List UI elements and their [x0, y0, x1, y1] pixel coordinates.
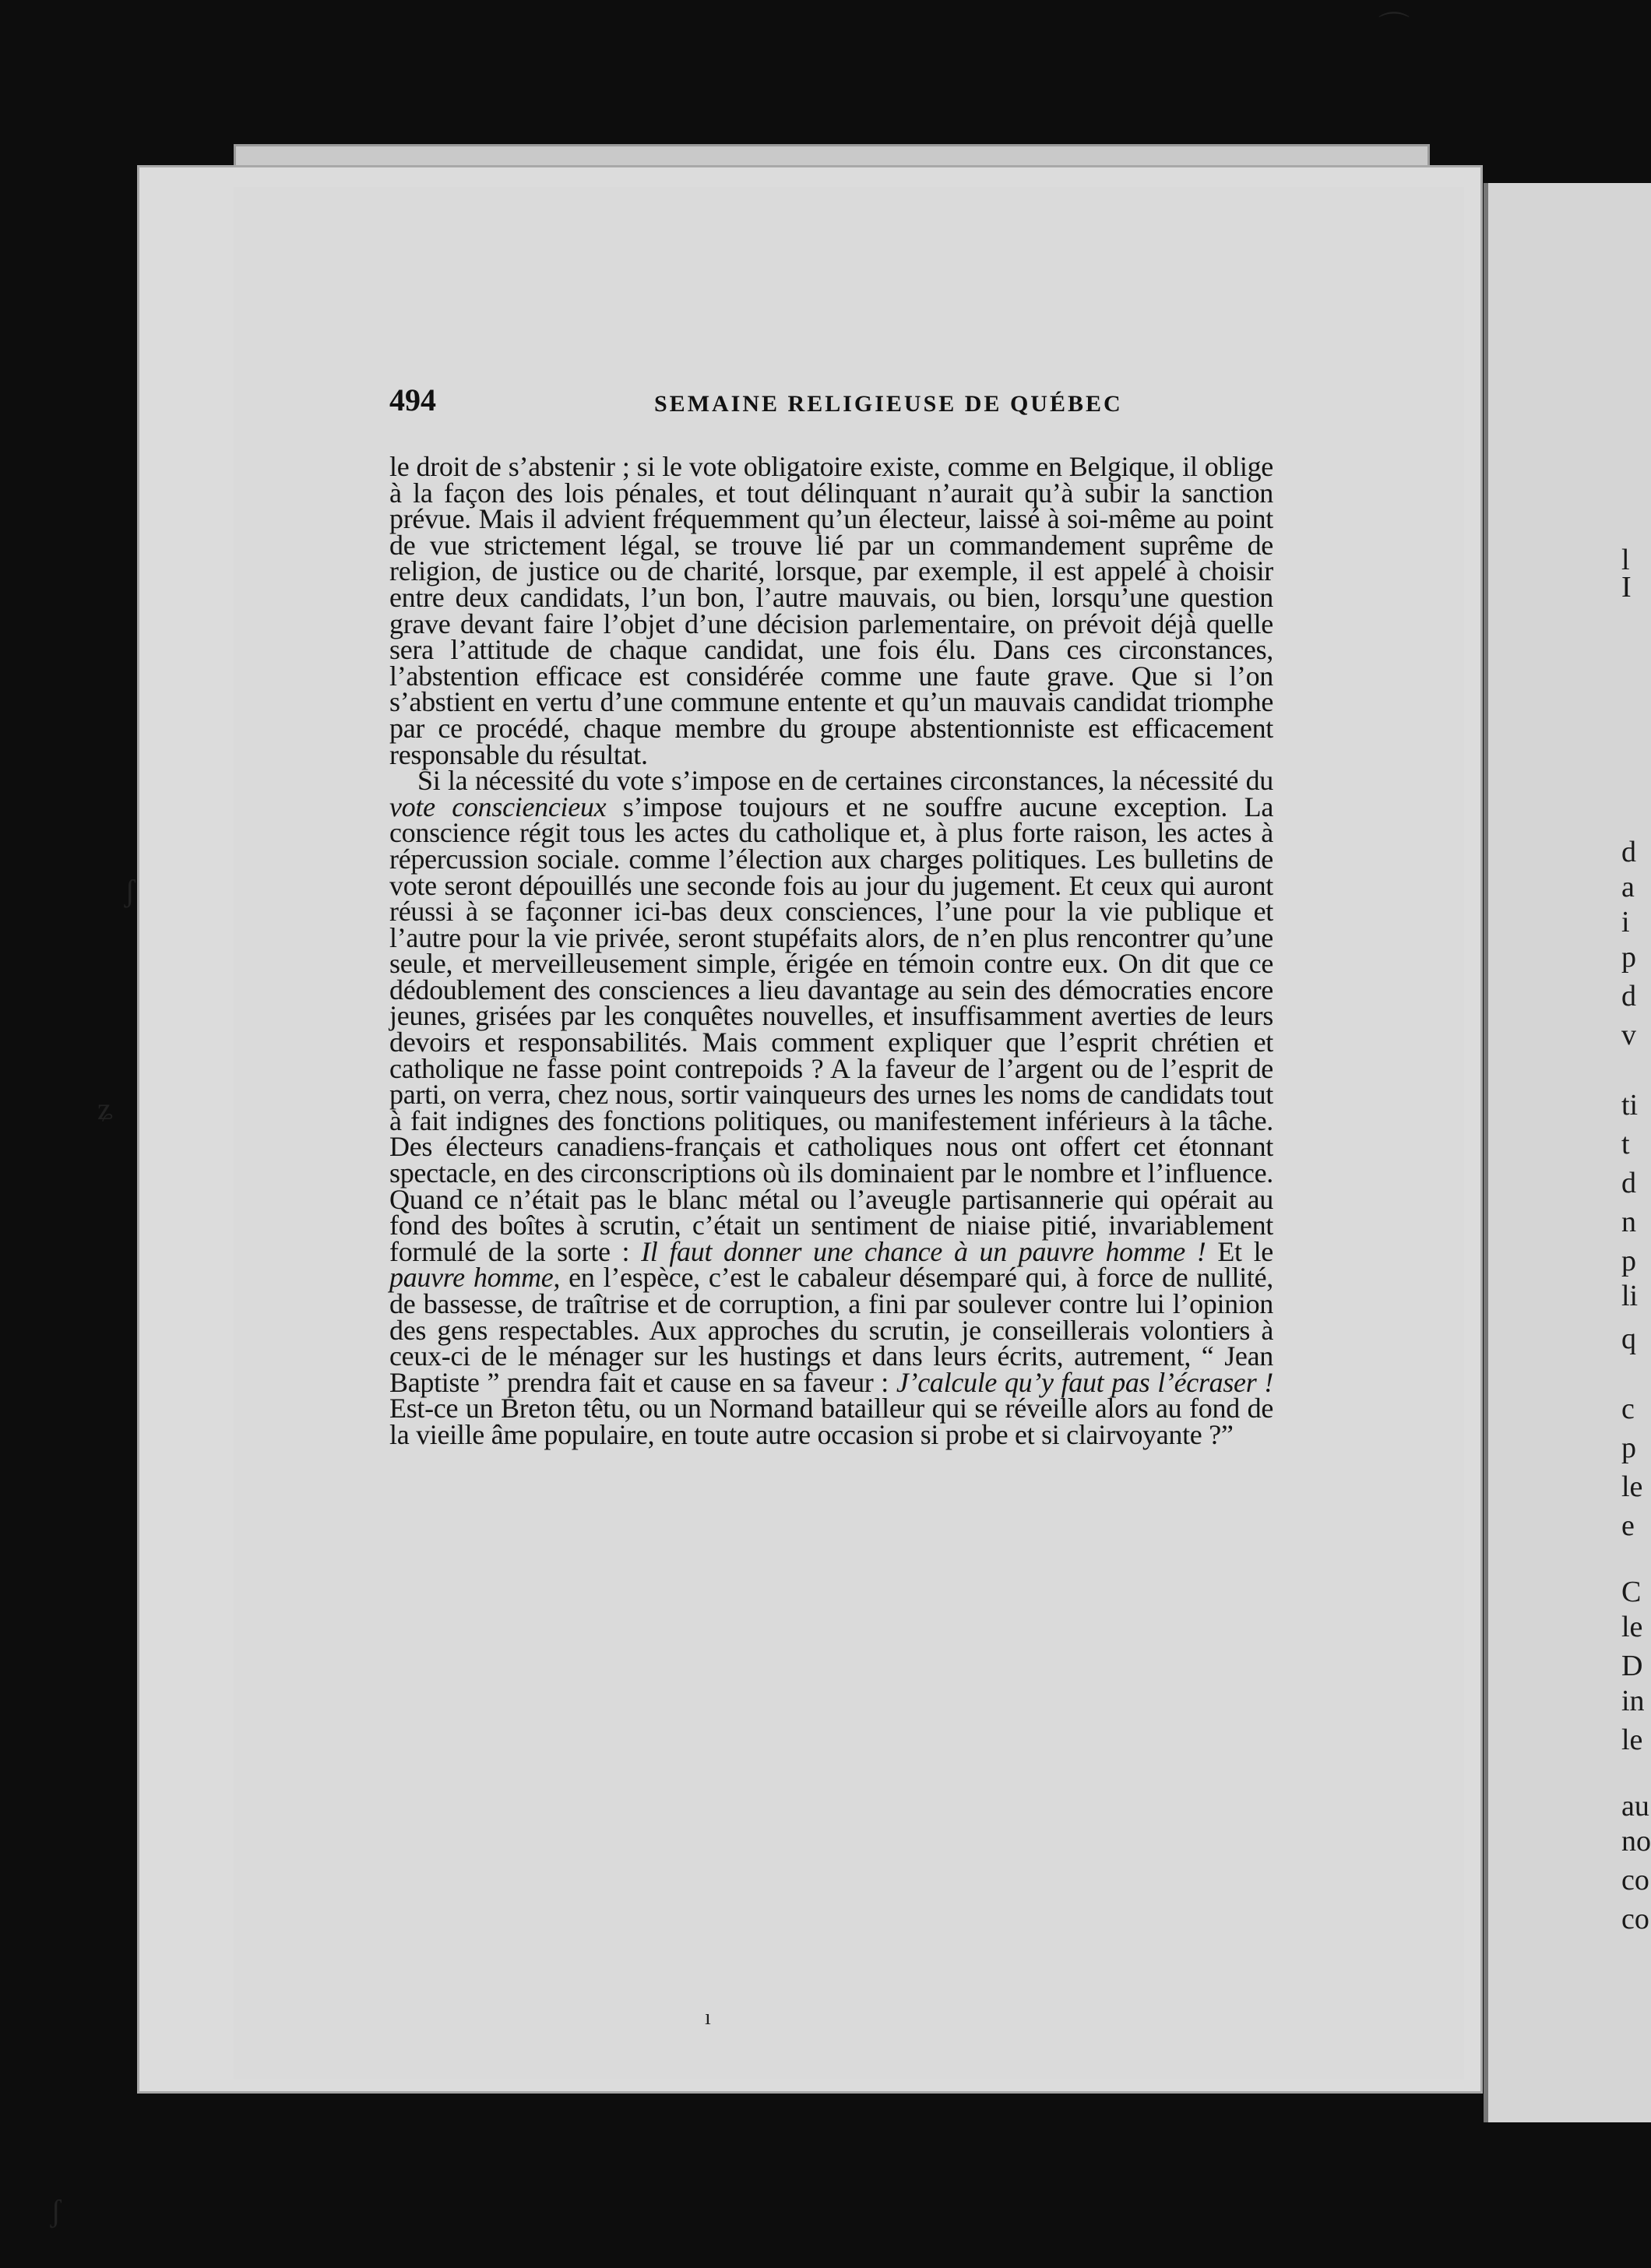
scan-mark: ʃ	[125, 873, 136, 908]
facing-page-fragment: p	[1621, 1245, 1636, 1277]
text-run: Si la nécessité du vote s’impose en de certaines circonstances, la nécessité du	[417, 765, 1273, 797]
paragraph	[389, 765, 1273, 1450]
facing-page-fragment: D	[1621, 1650, 1643, 1682]
facing-page-fragment: in	[1621, 1685, 1645, 1717]
body-text	[389, 451, 1273, 1450]
facing-page-fragment: q	[1621, 1322, 1636, 1355]
text-run: le droit de s’abstenir ; si le vote obligatoire existe, comme en Belgique, il oblige à la façon des lois pénales, et tout délinquant n’aurait qu’à subir la sanction prévue. Mais il advient fréquemment qu’un électeur, laissé à soi-même au point de vue strictement légal, se trouve lié par un commandement suprême de religion, de justice ou de charité, lorsque, par exemple, il est appelé à choisir entre deux candidats, l’un bon, l’autre mauvais, ou bien, lorsqu’une question grave devant faire l’objet d’une décision parlementaire, on prévoit déjà quelle sera l’attitude de chaque candidat, une fois élu. Dans ces circonstances, l’abstention efficace est considérée comme une faute grave. Que si l’on s’abstient en vertu d’une commune entente et qu’un mauvais candidat triomphe par ce procédé, chaque membre du groupe abstentionniste est efficacement responsable du résultat.	[389, 451, 1273, 770]
running-head: SEMAINE RELIGIEUSE DE QUÉBEC	[654, 391, 1123, 417]
facing-page-fragment: le	[1621, 1611, 1643, 1643]
facing-page-fragment: co	[1621, 1903, 1649, 1935]
facing-page-fragment: p	[1621, 1432, 1636, 1464]
facing-page-fragment: v	[1621, 1019, 1636, 1051]
text-run: en l’espèce, c’est le cabaleur désemparé qui, à force de nullité, de bassesse, de traîtrise et de corruption, a fini par soulever contre lui l’opinion des gens respectables. Aux approches du scrutin, je conseillerais volontiers à ceux-ci de le ménager sur les hustings et dans leurs écrits, autrement, “ Jean Baptiste ” prendra fait et cause en sa faveur :	[389, 1262, 1273, 1398]
facing-page-fragment: I	[1621, 571, 1632, 604]
facing-page-fragment: co	[1621, 1864, 1649, 1896]
scan-mark: ı	[705, 2006, 711, 2030]
facing-page-fragment: ti	[1621, 1089, 1639, 1122]
text-run: Est-ce un Breton têtu, ou un Normand batailleur qui se réveille alors au fond de la vieille âme populaire, en toute autre occasion si probe et si clairvoyante ?”	[389, 1393, 1273, 1450]
facing-page-fragment: p	[1621, 941, 1636, 974]
scan-mark: ʃ	[51, 2193, 62, 2228]
facing-page-fragment: d	[1621, 980, 1636, 1012]
facing-page-fragment: l	[1621, 544, 1630, 576]
scan-mark: ʑ	[97, 1091, 113, 1126]
facing-page-fragment: i	[1621, 906, 1630, 939]
text-run: s’impose toujours et ne souffre aucune exception. La conscience régit tous les actes du catholique et, à plus forte raison, les actes à répercussion sociale. comme l’élection aux charges politiques. Les bulletins de vote seront dépouillés une seconde fois au jour du jugement. Et ceux qui auront réussi à se façonner ici-bas deux consciences, l’une pour la vie publique et l’autre pour la vie privée, seront stupéfaits alors, de n’en plus rencontrer qu’une seule, et merveilleusement simple, érigée en témoin contre eux. On dit que ce dédoublement des consciences a lieu davantage au sein des démocraties encore jeunes, grisées par les conquêtes nouvelles, et insuffisamment averties de leurs devoirs et responsabilités. Mais comment expliquer que l’esprit chrétien et catholique ne fasse point contrepoids ? A la faveur de l’argent ou de l’esprit de parti, on verra, chez nous, sortir vainqueurs des urnes les noms de candidats tout à fait indignes des fonctions politiques, ou manifestement inférieurs à la tâche. Des électeurs canadiens-français et catholiques nous ont offert cet étonnant spectacle, en des circonscriptions où ils dominaient par le nombre et l’influence. Quand ce n’était pas le blanc métal ou l’aveugle partisannerie qui opérait au fond des boîtes à scrutin, c’était un sentiment de niaise pitié, invariablement formulé de la sorte :	[389, 791, 1273, 1267]
italic-run: pauvre homme,	[389, 1262, 561, 1294]
scan-mark: ⌒	[1378, 10, 1410, 45]
facing-page-fragment: le	[1621, 1724, 1643, 1756]
page-number: 494	[389, 382, 436, 417]
facing-page-fragment: au	[1621, 1790, 1649, 1822]
facing-page-fragment: le	[1621, 1470, 1643, 1503]
facing-page-fragment: e	[1621, 1509, 1635, 1542]
paragraph	[389, 451, 1273, 770]
page-header	[389, 382, 1273, 428]
facing-page-fragment: li	[1621, 1280, 1639, 1312]
facing-page-fragment: t	[1621, 1128, 1630, 1160]
italic-run: J’calcule qu’y faut pas l’écraser !	[896, 1366, 1273, 1398]
facing-page-fragment: a	[1621, 871, 1635, 903]
text-run: Et le	[1206, 1235, 1273, 1267]
italic-run: Il faut donner une chance à un pauvre homme !	[641, 1235, 1206, 1267]
facing-page-fragment: n	[1621, 1206, 1636, 1238]
facing-page-fragment: no	[1621, 1825, 1651, 1858]
facing-page-fragment: C	[1621, 1576, 1642, 1608]
facing-page-fragment: d	[1621, 836, 1636, 868]
facing-page-fragment: d	[1621, 1167, 1636, 1199]
facing-page-fragment: c	[1621, 1393, 1635, 1425]
italic-run: vote consciencieux	[389, 791, 607, 822]
